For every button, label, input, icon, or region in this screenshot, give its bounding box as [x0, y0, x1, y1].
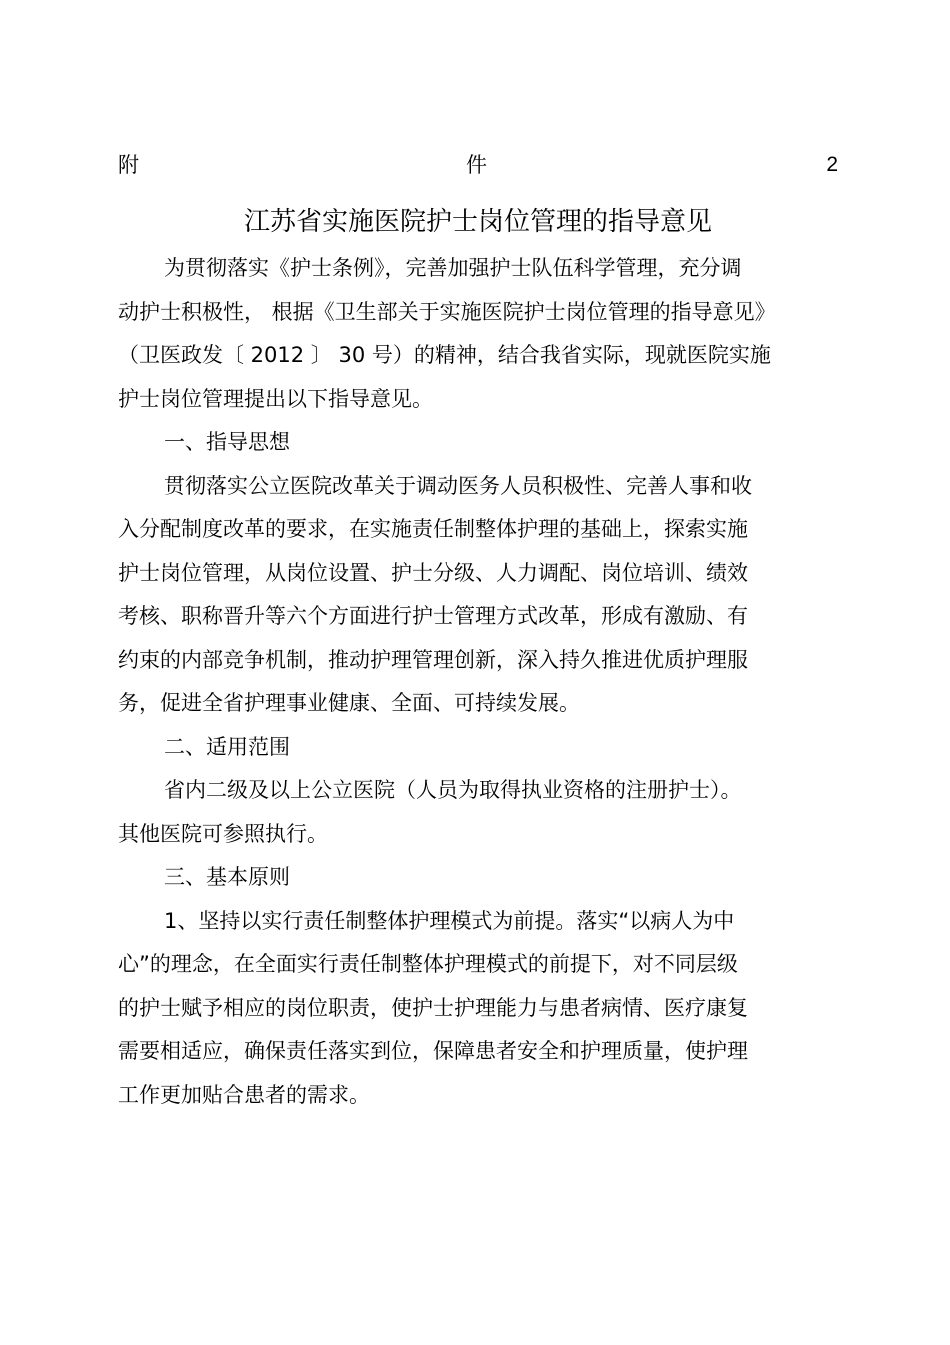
paragraph-line: 的护士赋予相应的岗位职责，使护士护理能力与患者病情、医疗康复: [118, 995, 748, 1020]
paragraph-line: 贯彻落实公立医院改革关于调动医务人员积极性、完善人事和收: [164, 473, 752, 498]
paragraph-line: 务，促进全省护理事业健康、全面、可持续发展。: [118, 691, 580, 715]
paragraph-line: 为贯彻落实《护士条例》，完善加强护士队伍科学管理，充分调: [164, 256, 742, 280]
paragraph-line: 需要相适应，确保责任落实到位，保障患者安全和护理质量，使护理: [118, 1039, 748, 1063]
paragraph-line: 约束的内部竞争机制，推动护理管理创新，深入持久推进优质护理服: [118, 647, 748, 672]
paragraph-line: 入分配制度改革的要求，在实施责任制整体护理的基础上，探索实施: [118, 517, 748, 541]
paragraph-line: 考核、职称晋升等六个方面进行护士管理方式改革，形成有激励、有: [118, 604, 748, 628]
annex-label-char-1: 附: [118, 153, 139, 177]
section-heading: 二、适用范围: [164, 734, 290, 759]
paragraph-line: 动护士积极性， 根据《卫生部关于实施医院护士岗位管理的指导意见》: [118, 299, 776, 324]
paragraph-line: 其他医院可参照执行。: [118, 821, 328, 846]
document-title: 江苏省实施医院护士岗位管理的指导意见: [243, 207, 712, 237]
annex-label-char-2: 件: [466, 153, 487, 177]
section-heading: 一、指导思想: [164, 430, 290, 454]
paragraph-line: 1、坚持以实行责任制整体护理模式为前提。落实“以病人为中: [164, 908, 735, 933]
paragraph-line: 省内二级及以上公立医院（人员为取得执业资格的注册护士）。: [164, 778, 742, 802]
paragraph-line: 护士岗位管理提出以下指导意见。: [118, 386, 433, 411]
section-heading: 三、基本原则: [164, 865, 290, 889]
paragraph-line: 心”的理念，在全面实行责任制整体护理模式的前提下，对不同层级: [118, 952, 738, 976]
paragraph-line: 工作更加贴合患者的需求。: [118, 1082, 370, 1107]
document-body: [118, 247, 818, 1117]
paragraph-line: 护士岗位管理，从岗位设置、护士分级、人力调配、岗位培训、绩效: [118, 560, 748, 585]
annex-header: [118, 150, 838, 180]
paragraph-line: （卫医政发〔 2012 〕 30 号）的精神，结合我省实际，现就医院实施: [118, 343, 771, 367]
annex-number: 2: [826, 153, 838, 176]
